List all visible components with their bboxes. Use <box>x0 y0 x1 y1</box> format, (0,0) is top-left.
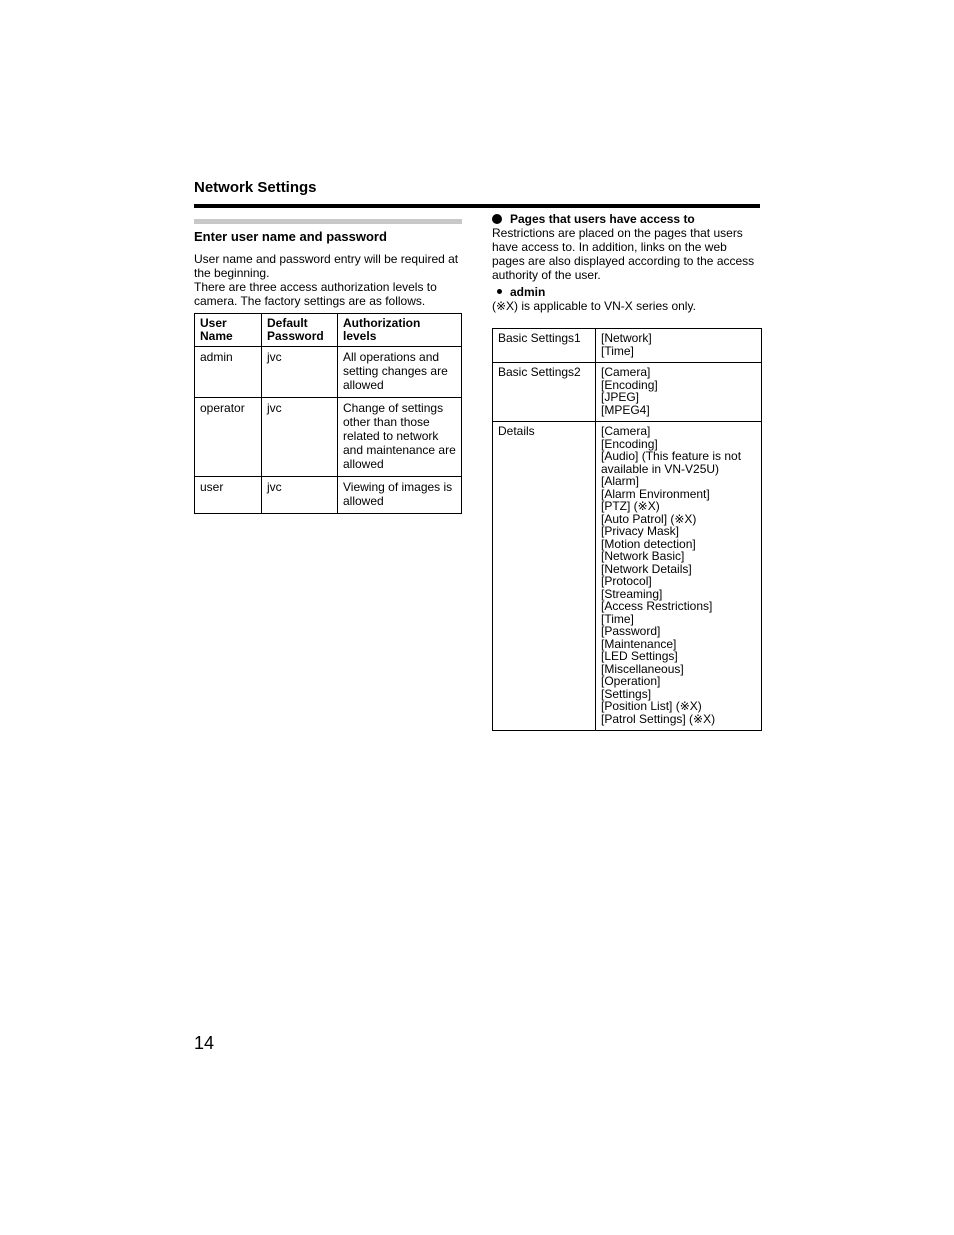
users-table <box>194 313 462 514</box>
cell-user: admin <box>195 347 262 398</box>
header-cell-default-password <box>262 314 338 347</box>
page-item: [Time] <box>601 343 634 358</box>
page-item: [MPEG4] <box>601 402 650 417</box>
table-row <box>493 422 762 731</box>
page-item: [Operation] <box>601 674 661 688</box>
cell-authorization: Viewing of images is allowed <box>338 477 462 514</box>
page-item: [Miscellaneous] <box>601 661 684 676</box>
table-row <box>195 347 462 398</box>
header-text: Name <box>200 329 233 343</box>
table-row <box>493 329 762 363</box>
page-item: [Alarm] <box>601 474 640 488</box>
sub-bullet <box>492 285 760 299</box>
page-item: [Settings] <box>601 686 652 701</box>
cell-authorization: Change of settings other than those related to network and maintenance are allowed <box>338 398 462 477</box>
page-item: [Password] <box>601 624 661 638</box>
header-text: User <box>200 316 227 330</box>
access-paragraph: Restrictions are placed on the pages that users have access to. In addition, links on the web pages are also displayed according to the access authority of the user. <box>492 226 755 282</box>
left-column <box>194 219 462 308</box>
header-text: Authorization <box>343 316 421 330</box>
table-row <box>195 477 462 514</box>
intro-paragraph <box>194 252 462 308</box>
page-item: [Auto Patrol] (※X) <box>601 511 697 526</box>
page-item: [Network Basic] <box>601 549 685 563</box>
header-text: levels <box>343 329 377 343</box>
page-item: [Patrol Settings] (※X) <box>601 711 716 726</box>
bullet-icon <box>492 214 502 224</box>
paragraph-line: There are three access authorization levels to camera. The factory settings are as follows. <box>194 280 437 308</box>
page-item: [Camera] <box>601 365 651 379</box>
page-item: [PTZ] (※X) <box>601 499 660 513</box>
pages-table <box>492 328 762 731</box>
cell-password: jvc <box>262 347 338 398</box>
cell-authorization: All operations and setting changes are allowed <box>338 347 462 398</box>
page-item: [JPEG] <box>601 390 640 404</box>
page-item: [Camera] <box>601 424 651 438</box>
subsection-heading: Enter user name and password <box>194 229 387 244</box>
sub-bullet-text: admin <box>510 285 546 299</box>
page-item: [Motion detection] <box>601 536 696 551</box>
page-item: [Network] <box>601 331 652 345</box>
page-item: [Audio] (This feature is not available in VN-V25U) <box>601 449 742 476</box>
section-title: Network Settings <box>194 179 317 196</box>
page-item: [Alarm Environment] <box>601 486 710 501</box>
page-item: [Protocol] <box>601 574 652 588</box>
table-header-row <box>195 314 462 347</box>
page-item: [Maintenance] <box>601 636 677 651</box>
cell-user: user <box>195 477 262 514</box>
page-item: [Access Restrictions] <box>601 599 713 613</box>
header-cell-authorization-levels <box>338 314 462 347</box>
title-rule <box>194 204 760 208</box>
subsection-rule <box>194 219 462 224</box>
cell-page-group: Details <box>493 422 596 731</box>
cell-page-group: Basic Settings2 <box>493 363 596 422</box>
right-column <box>492 212 760 313</box>
table-row <box>493 363 762 422</box>
page-item: [Time] <box>601 611 634 626</box>
page-item: [Encoding] <box>601 436 658 451</box>
page-item: [Streaming] <box>601 586 663 601</box>
bullet-heading <box>492 212 760 226</box>
small-bullet-icon <box>497 289 502 294</box>
cell-user: operator <box>195 398 262 477</box>
cell-page-list <box>596 363 762 422</box>
note-text: (※X) is applicable to VN-X series only. <box>492 299 696 313</box>
cell-password: jvc <box>262 477 338 514</box>
page-item: [Position List] (※X) <box>601 699 702 713</box>
table-row <box>195 398 462 477</box>
cell-page-list <box>596 422 762 731</box>
header-text: Password <box>267 329 324 343</box>
page-item: [LED Settings] <box>601 649 678 663</box>
page-item: [Encoding] <box>601 377 658 392</box>
bullet-heading-text: Pages that users have access to <box>510 212 695 226</box>
header-text: Default <box>267 316 308 330</box>
page-item: [Network Details] <box>601 561 692 576</box>
cell-password: jvc <box>262 398 338 477</box>
cell-page-group: Basic Settings1 <box>493 329 596 363</box>
paragraph-line: User name and password entry will be required at the beginning. <box>194 252 459 280</box>
page-number: 14 <box>194 1033 215 1053</box>
header-cell-user-name <box>195 314 262 347</box>
page-item: [Privacy Mask] <box>601 524 680 538</box>
cell-page-list <box>596 329 762 363</box>
